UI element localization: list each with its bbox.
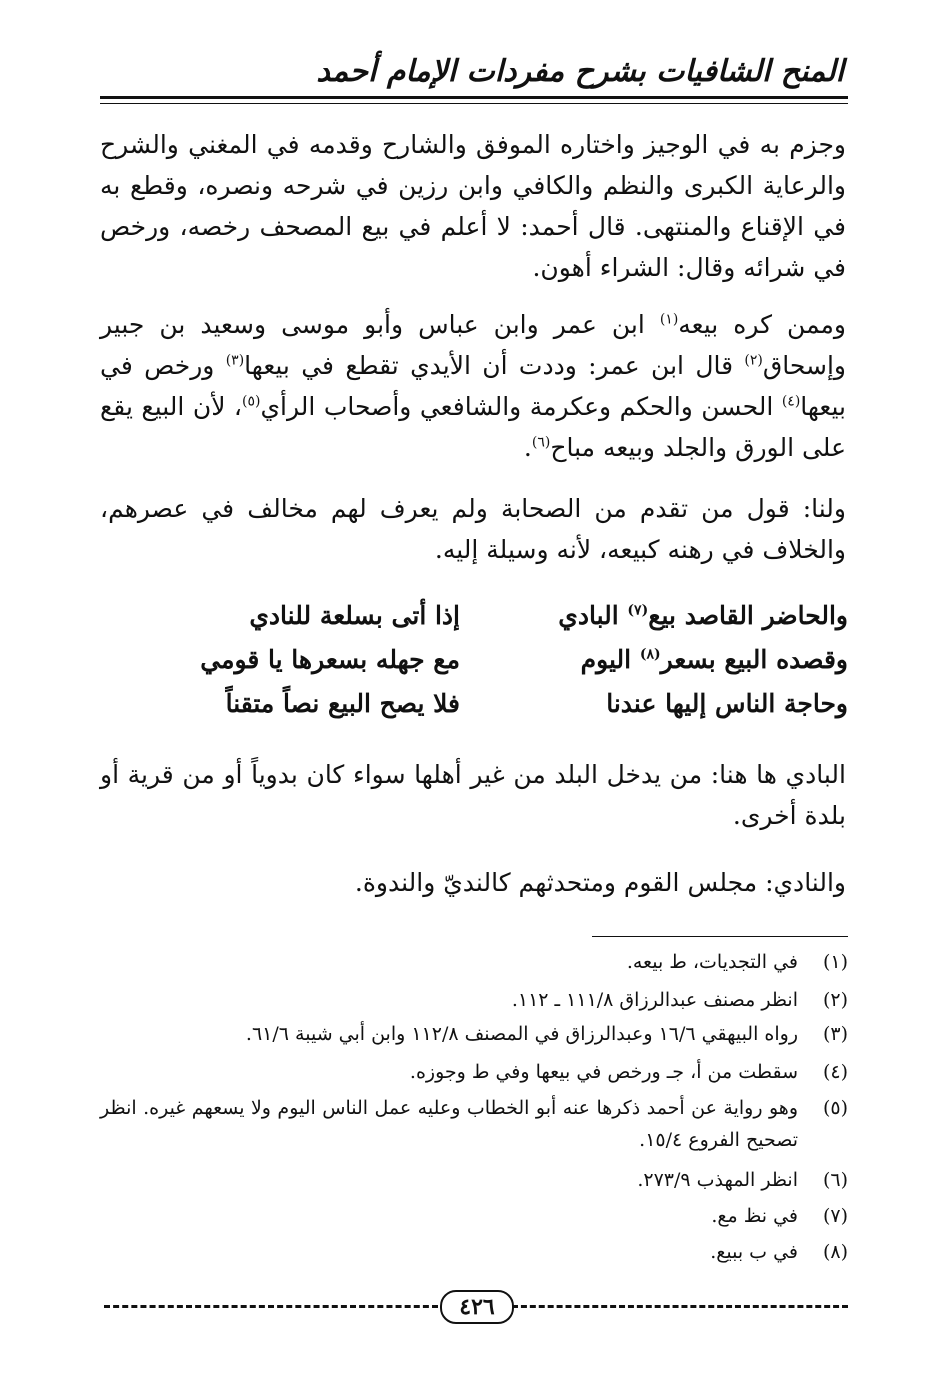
footnote-text: انظر المهذب ٢٧٣/٩. [637, 1169, 798, 1191]
verse-text: وحاجة الناس إليها عندنا [606, 689, 848, 718]
footnote-number: (٢) [822, 989, 848, 1011]
header-rule-thin [100, 103, 848, 104]
footnote-number: (٣) [822, 1023, 848, 1045]
footnote-ref-7[interactable]: (٧) [627, 602, 649, 619]
footnote-5 [100, 1092, 848, 1156]
footnote-ref-5[interactable]: (٥) [242, 393, 261, 410]
paragraph-3: ولنا: قول من تقدم من الصحابة ولم يعرف لهم مخالف في عصرهم، والخلاف في رهنه كبيعه، لأنه وسيلة إليه. [100, 494, 846, 564]
paragraph-1: وجزم به في الوجيز واختاره الموفق والشارح وقدمه في المغني والشرح والرعاية الكبرى والنظم والكافي وابن رزين في شرحه ونصره، وقطع به في الإقناع والمنتهى. قال أحمد: لا أعلم في بيع المصحف رخصه، ورخص في شرائه وقال: الشراء أهون. [100, 130, 846, 282]
footnote-ref-8[interactable]: (٨) [639, 646, 661, 663]
footnote-7 [100, 1200, 848, 1232]
footnote-number: (١) [822, 951, 848, 973]
verse-text: اليوم [580, 645, 640, 674]
text-run: قال ابن عمر: وددت أن الأيدي تقطع في بيعها [244, 351, 745, 380]
footnote-text: انظر مصنف عبدالرزاق ١١١/٨ ـ ١١٢. [511, 989, 798, 1011]
verse-second-hemistich: إذا أتى بسلعة للنادي [249, 601, 460, 630]
footnote-text: وهو رواية عن أحمد ذكرها عنه أبو الخطاب وعليه عمل الناس اليوم ولا يسعهم غيره. انظر تصحيح الفروع ١٥/٤. [100, 1097, 799, 1151]
footnote-ref-6[interactable]: (٦) [531, 434, 551, 451]
verse-line-1 [100, 594, 848, 638]
verse-first-hemistich [483, 638, 848, 682]
footnote-number: (٧) [822, 1205, 848, 1227]
footnote-ref-3[interactable]: (٣) [225, 352, 245, 369]
footnote-ref-1[interactable]: (١) [659, 311, 679, 328]
paragraph-4: البادي ها هنا: من يدخل البلد من غير أهلها سواء كان بدوياً أو من قرية أو بلدة أخرى. [100, 760, 846, 830]
footnote-number: (٤) [822, 1061, 848, 1083]
running-header-title: المنح الشافيات بشرح مفردات الإمام أحمد [316, 54, 844, 89]
footnote-text: سقطت من أ، جـ ورخص في بيعها وفي ط وجوزه. [409, 1061, 798, 1083]
footnote-4 [100, 1056, 848, 1088]
verse-text: البادي [558, 601, 628, 630]
footer-dashed-rule-left [104, 1305, 438, 1308]
paragraph-5: والنادي: مجلس القوم ومتحدثهم كالنديّ والندوة. [354, 868, 846, 897]
text-run: ، لأن البيع يقع على الورق والجلد وبيعه مباح [100, 392, 846, 462]
verse-text: والحاضر القاصد بيع [648, 601, 848, 630]
text-run: الحسن والحكم وعكرمة والشافعي وأصحاب الرأي [260, 392, 782, 421]
footnote-number: (٨) [822, 1241, 848, 1263]
verse-text: وقصده البيع بسعر [660, 645, 848, 674]
footnote-ref-2[interactable]: (٢) [744, 352, 763, 369]
footnote-1 [100, 946, 848, 978]
paragraph-2 [100, 304, 846, 468]
text-run: . [523, 433, 532, 462]
text-run: ابن عمر وابن عباس وأبو موسى وسعيد بن جبير وإسحاق [100, 310, 846, 380]
footnote-number: (٦) [822, 1169, 848, 1191]
footnote-ref-4[interactable]: (٤) [781, 393, 801, 410]
verse-first-hemistich [483, 594, 848, 638]
footnote-text: في ب ببيع. [710, 1241, 798, 1263]
page-number-badge: ٤٢٦ [440, 1290, 514, 1324]
footnote-separator [592, 936, 848, 937]
footnote-text: في نظ مع. [711, 1205, 798, 1227]
verse-line-3 [100, 682, 848, 726]
footer-dashed-rule-right [512, 1305, 848, 1308]
text-run: وممن كره بيعه [678, 310, 846, 339]
footnote-3 [100, 1018, 848, 1050]
footnote-8 [100, 1236, 848, 1268]
footnote-2 [100, 984, 848, 1016]
footnote-text: رواه البيهقي ١٦/٦ وعبدالرزاق في المصنف ١١٢/٨ وابن أبي شيبة ٦١/٦. [245, 1023, 798, 1045]
verse-second-hemistich: فلا يصح البيع نصاً متقناً [225, 689, 460, 718]
header-rule-thick [100, 96, 848, 99]
verse-second-hemistich: مع جهله بسعرها يا قومي [200, 645, 460, 674]
text-run: ورخص في بيعها [100, 351, 846, 421]
footnote-text: في التجديات، ط بيعه. [626, 951, 798, 973]
verse-line-2 [100, 638, 848, 682]
footnote-number: (٥) [822, 1097, 848, 1119]
verse-first-hemistich [483, 682, 848, 726]
footnote-6 [100, 1164, 848, 1196]
